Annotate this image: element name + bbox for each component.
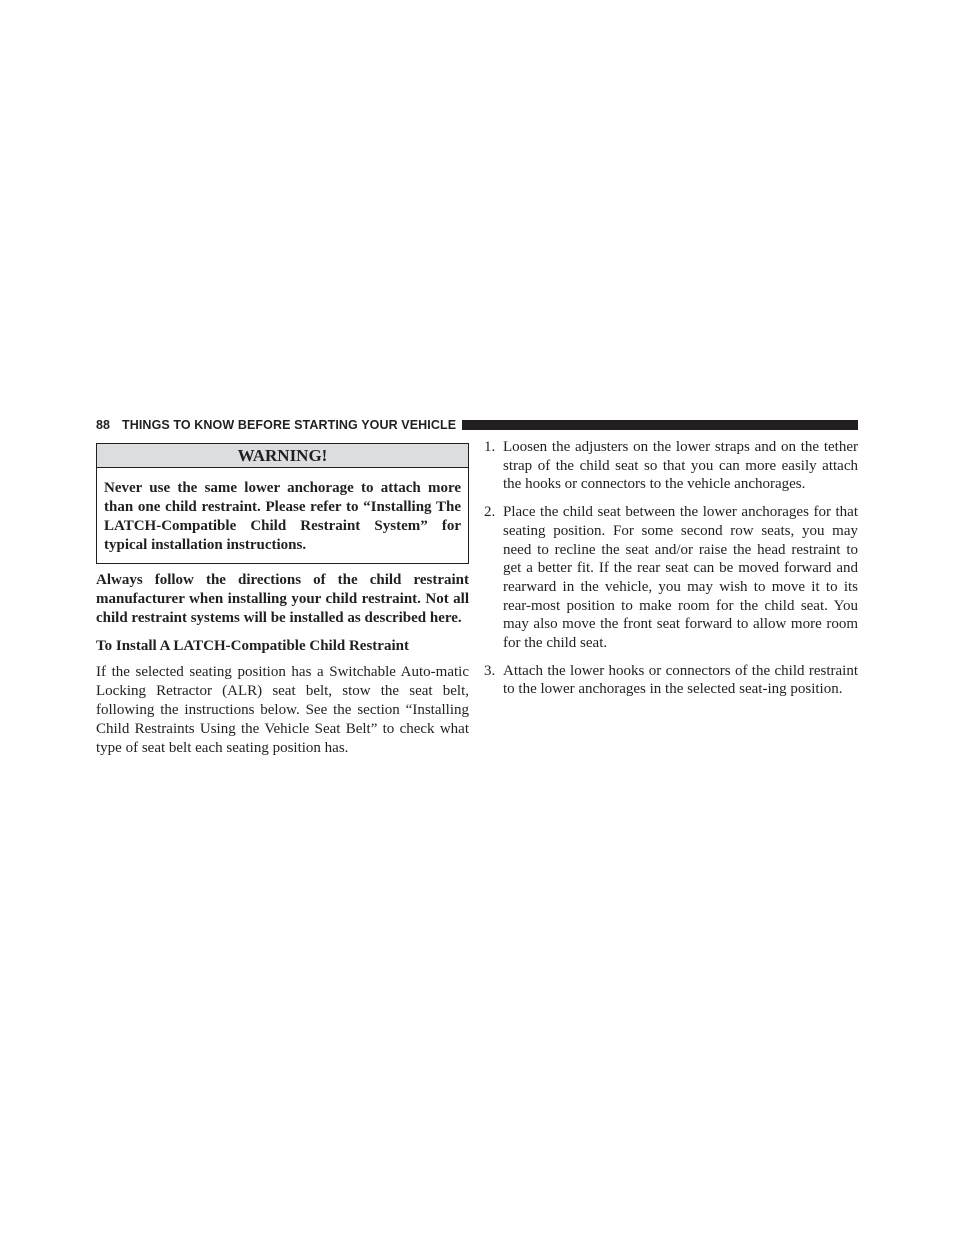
subheading: To Install A LATCH-Compatible Child Restraint (96, 638, 409, 654)
warning-box (96, 443, 469, 564)
step-number: 1. (484, 439, 496, 455)
step-item (484, 503, 858, 653)
page-header (96, 417, 858, 433)
left-column (96, 443, 469, 758)
section-title: THINGS TO KNOW BEFORE STARTING YOUR VEHICLE (122, 418, 457, 432)
step-text: Place the child seat between the lower anchorages for that seating position. For some second row seats, you may need to recline the seat and/or raise the head restraint to get a better fit. If the rear seat can be moved forward and rearward in the vehicle, you may wish to move it to its rear-most position to make room for the child seat. You may also move the front seat forward to allow more room for the child seat. (503, 504, 858, 652)
page-number: 88 (96, 418, 110, 432)
step-item (484, 662, 858, 699)
right-column (484, 438, 858, 708)
header-rule (462, 420, 858, 430)
step-text: Loosen the adjusters on the lower straps and on the tether strap of the child seat so that you can more easily attach the hooks or connectors to the vehicle anchorages. (503, 439, 858, 493)
step-number: 3. (484, 662, 496, 679)
step-text: Attach the lower hooks or connectors of the child restraint to the lower anchorages in the selected seat-ing position. (503, 662, 858, 698)
step-item (484, 438, 858, 494)
step-number: 2. (484, 504, 496, 521)
warning-title: WARNING! (97, 444, 468, 468)
intro-paragraph: If the selected seating position has a Switchable Auto-matic Locking Retractor (ALR) seat belt, stow the seat belt, following the instructions below. See the section “Installing Child Restraints Using the Vehicle Seat Belt” to check what type of seat belt each seating position has. (96, 664, 469, 756)
warning-text: Never use the same lower anchorage to attach more than one child restraint. Please refer to “Installing The LATCH-Compatible Child Restraint System” for typical installation instructions. (104, 480, 461, 553)
note-paragraph: Always follow the directions of the child restraint manufacturer when installing your child restraint. Not all child restraint systems will be installed as described here. (96, 572, 469, 626)
